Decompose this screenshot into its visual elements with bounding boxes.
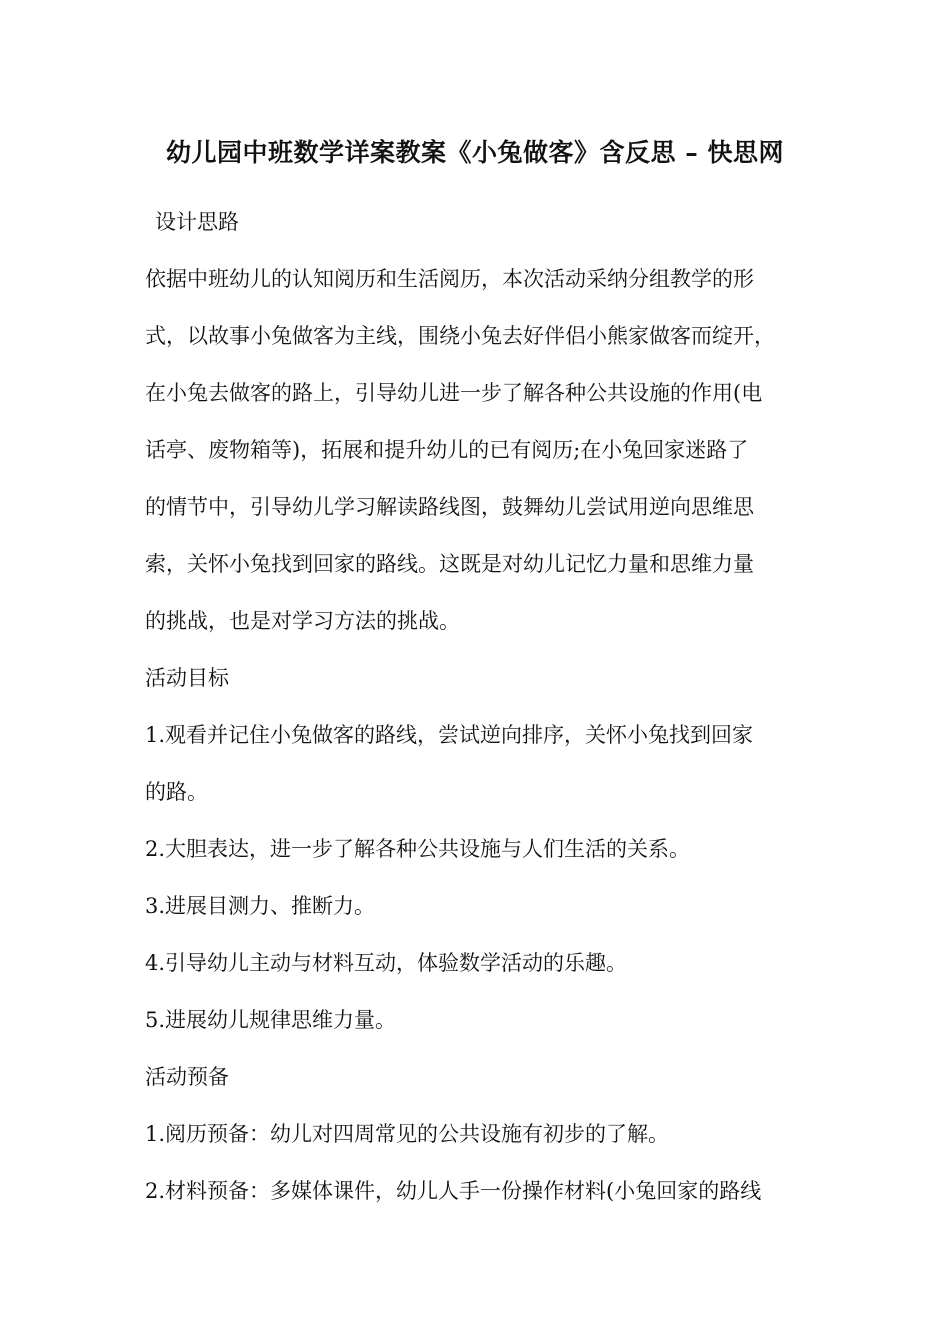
list-item: 2.大胆表达，进一步了解各种公共设施与人们生活的关系。 xyxy=(145,837,691,861)
paragraph-line: 索，关怀小兔找到回家的路线。这既是对幼儿记忆力量和思维力量 xyxy=(145,552,754,576)
list-item: 3.进展目测力、推断力。 xyxy=(145,894,376,918)
list-item: 1.观看并记住小兔做客的路线，尝试逆向排序，关怀小兔找到回家 xyxy=(145,723,754,747)
section-heading-preparation: 活动预备 xyxy=(145,1065,229,1089)
document-title: 幼儿园中班数学详案教案《小兔做客》含反思 – 快思网 xyxy=(166,138,784,167)
list-item: 4.引导幼儿主动与材料互动，体验数学活动的乐趣。 xyxy=(145,951,628,975)
paragraph-line: 话亭、废物箱等)，拓展和提升幼儿的已有阅历;在小兔回家迷路了 xyxy=(145,438,749,462)
list-item: 1.阅历预备：幼儿对四周常见的公共设施有初步的了解。 xyxy=(145,1122,670,1146)
paragraph-line: 的情节中，引导幼儿学习解读路线图，鼓舞幼儿尝试用逆向思维思 xyxy=(145,495,754,519)
list-item: 2.材料预备：多媒体课件，幼儿人手一份操作材料(小兔回家的路线 xyxy=(145,1179,762,1203)
paragraph-line: 依据中班幼儿的认知阅历和生活阅历，本次活动采纳分组教学的形 xyxy=(145,267,754,291)
paragraph-line: 的挑战，也是对学习方法的挑战。 xyxy=(145,609,460,633)
list-item: 5.进展幼儿规律思维力量。 xyxy=(145,1008,397,1032)
paragraph-line: 式，以故事小兔做客为主线，围绕小兔去好伴侣小熊家做客而绽开， xyxy=(145,324,775,348)
section-heading-design: 设计思路 xyxy=(155,210,239,234)
list-item: 的路。 xyxy=(145,780,208,804)
paragraph-line: 在小兔去做客的路上，引导幼儿进一步了解各种公共设施的作用(电 xyxy=(145,381,763,405)
section-heading-goals: 活动目标 xyxy=(145,666,229,690)
